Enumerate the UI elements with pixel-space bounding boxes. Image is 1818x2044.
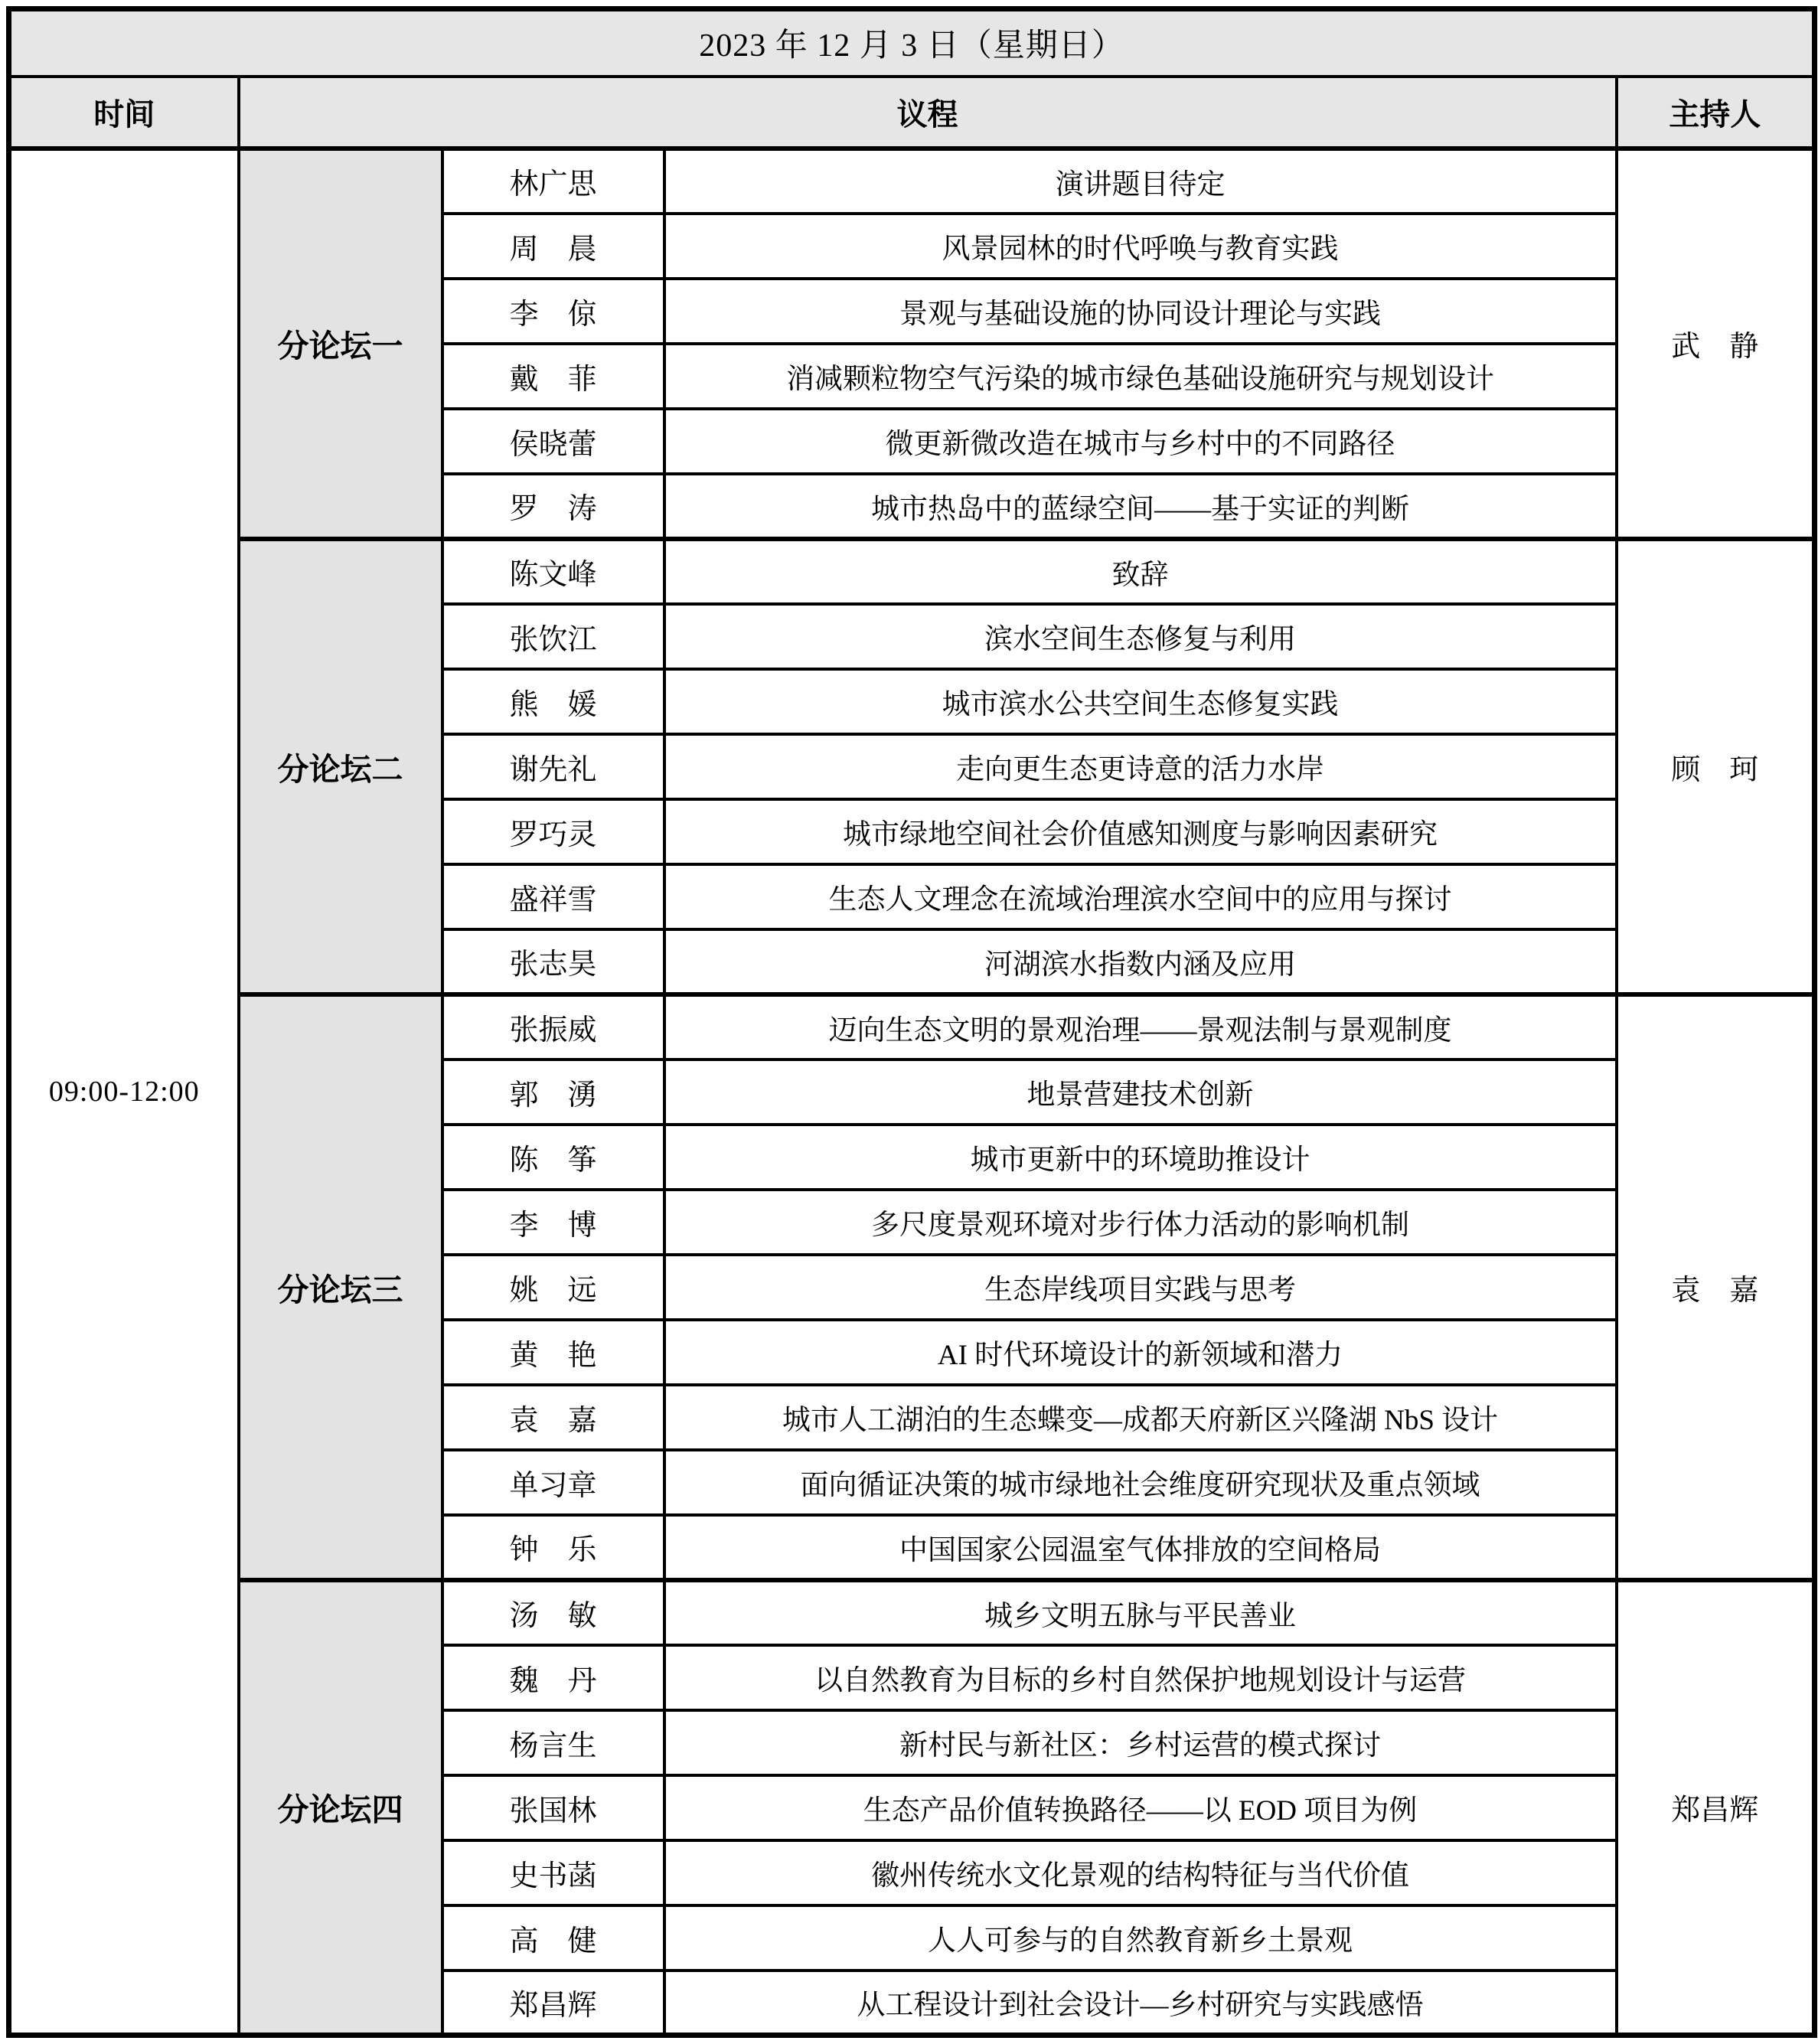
speaker-name: 熊 媛: [442, 669, 664, 734]
column-header-host: 主持人: [1617, 77, 1815, 149]
date-header-row: [9, 9, 1815, 77]
speaker-name: 戴 菲: [442, 344, 664, 409]
column-header-time: 时间: [9, 77, 239, 149]
speaker-name: 罗巧灵: [442, 799, 664, 864]
talk-title: 多尺度景观环境对步行体力活动的影响机制: [664, 1190, 1617, 1255]
forum-label: 分论坛三: [239, 994, 442, 1580]
time-range: 09:00-12:00: [9, 149, 239, 2036]
forum-label: 分论坛二: [239, 539, 442, 994]
speaker-name: 陈文峰: [442, 539, 664, 604]
talk-title: 走向更生态更诗意的活力水岸: [664, 734, 1617, 799]
speaker-name: 杨言生: [442, 1710, 664, 1775]
talk-title: 以自然教育为目标的乡村自然保护地规划设计与运营: [664, 1645, 1617, 1710]
talk-title: AI 时代环境设计的新领域和潜力: [664, 1320, 1617, 1385]
talk-title: 城市绿地空间社会价值感知测度与影响因素研究: [664, 799, 1617, 864]
talk-title: 城市更新中的环境助推设计: [664, 1125, 1617, 1190]
speaker-name: 张志昊: [442, 929, 664, 994]
speaker-name: 罗 涛: [442, 474, 664, 539]
speaker-name: 盛祥雪: [442, 864, 664, 929]
agenda-row: [9, 1580, 1815, 1645]
agenda-row: [9, 539, 1815, 604]
talk-title: 城乡文明五脉与平民善业: [664, 1580, 1617, 1645]
talk-title: 河湖滨水指数内涵及应用: [664, 929, 1617, 994]
talk-title: 面向循证决策的城市绿地社会维度研究现状及重点领域: [664, 1450, 1617, 1515]
agenda-body: [9, 9, 1815, 2036]
talk-title: 地景营建技术创新: [664, 1060, 1617, 1125]
talk-title: 人人可参与的自然教育新乡土景观: [664, 1905, 1617, 1971]
agenda-row: [9, 994, 1815, 1060]
host-name: 顾 珂: [1617, 539, 1815, 994]
speaker-name: 汤 敏: [442, 1580, 664, 1645]
speaker-name: 高 健: [442, 1905, 664, 1971]
talk-title: 生态产品价值转换路径——以 EOD 项目为例: [664, 1775, 1617, 1840]
speaker-name: 张振威: [442, 994, 664, 1060]
agenda-row: [9, 149, 1815, 214]
talk-title: 风景园林的时代呼唤与教育实践: [664, 214, 1617, 279]
talk-title: 城市热岛中的蓝绿空间——基于实证的判断: [664, 474, 1617, 539]
talk-title: 迈向生态文明的景观治理——景观法制与景观制度: [664, 994, 1617, 1060]
speaker-name: 陈 筝: [442, 1125, 664, 1190]
forum-label: 分论坛一: [239, 149, 442, 539]
speaker-name: 姚 远: [442, 1255, 664, 1320]
talk-title: 中国国家公园温室气体排放的空间格局: [664, 1515, 1617, 1580]
talk-title: 从工程设计到社会设计—乡村研究与实践感悟: [664, 1971, 1617, 2036]
host-name: 郑昌辉: [1617, 1580, 1815, 2036]
talk-title: 城市滨水公共空间生态修复实践: [664, 669, 1617, 734]
speaker-name: 张饮江: [442, 604, 664, 669]
speaker-name: 单习章: [442, 1450, 664, 1515]
talk-title: 徽州传统水文化景观的结构特征与当代价值: [664, 1840, 1617, 1905]
talk-title: 消减颗粒物空气污染的城市绿色基础设施研究与规划设计: [664, 344, 1617, 409]
talk-title: 景观与基础设施的协同设计理论与实践: [664, 279, 1617, 344]
talk-title: 城市人工湖泊的生态蝶变—成都天府新区兴隆湖 NbS 设计: [664, 1385, 1617, 1450]
speaker-name: 李 倞: [442, 279, 664, 344]
speaker-name: 史书菡: [442, 1840, 664, 1905]
talk-title: 新村民与新社区：乡村运营的模式探讨: [664, 1710, 1617, 1775]
speaker-name: 魏 丹: [442, 1645, 664, 1710]
speaker-name: 钟 乐: [442, 1515, 664, 1580]
speaker-name: 郑昌辉: [442, 1971, 664, 2036]
host-name: 袁 嘉: [1617, 994, 1815, 1580]
talk-title: 演讲题目待定: [664, 149, 1617, 214]
date-header: 2023 年 12 月 3 日（星期日）: [9, 9, 1815, 77]
speaker-name: 侯晓蕾: [442, 409, 664, 474]
agenda-table: [6, 6, 1817, 2038]
talk-title: 生态人文理念在流域治理滨水空间中的应用与探讨: [664, 864, 1617, 929]
host-name: 武 静: [1617, 149, 1815, 539]
speaker-name: 李 博: [442, 1190, 664, 1255]
speaker-name: 黄 艳: [442, 1320, 664, 1385]
speaker-name: 林广思: [442, 149, 664, 214]
talk-title: 微更新微改造在城市与乡村中的不同路径: [664, 409, 1617, 474]
speaker-name: 周 晨: [442, 214, 664, 279]
column-header-agenda: 议程: [239, 77, 1617, 149]
talk-title: 生态岸线项目实践与思考: [664, 1255, 1617, 1320]
speaker-name: 谢先礼: [442, 734, 664, 799]
speaker-name: 袁 嘉: [442, 1385, 664, 1450]
forum-label: 分论坛四: [239, 1580, 442, 2036]
talk-title: 滨水空间生态修复与利用: [664, 604, 1617, 669]
speaker-name: 郭 湧: [442, 1060, 664, 1125]
speaker-name: 张国林: [442, 1775, 664, 1840]
talk-title: 致辞: [664, 539, 1617, 604]
column-header-row: [9, 77, 1815, 149]
